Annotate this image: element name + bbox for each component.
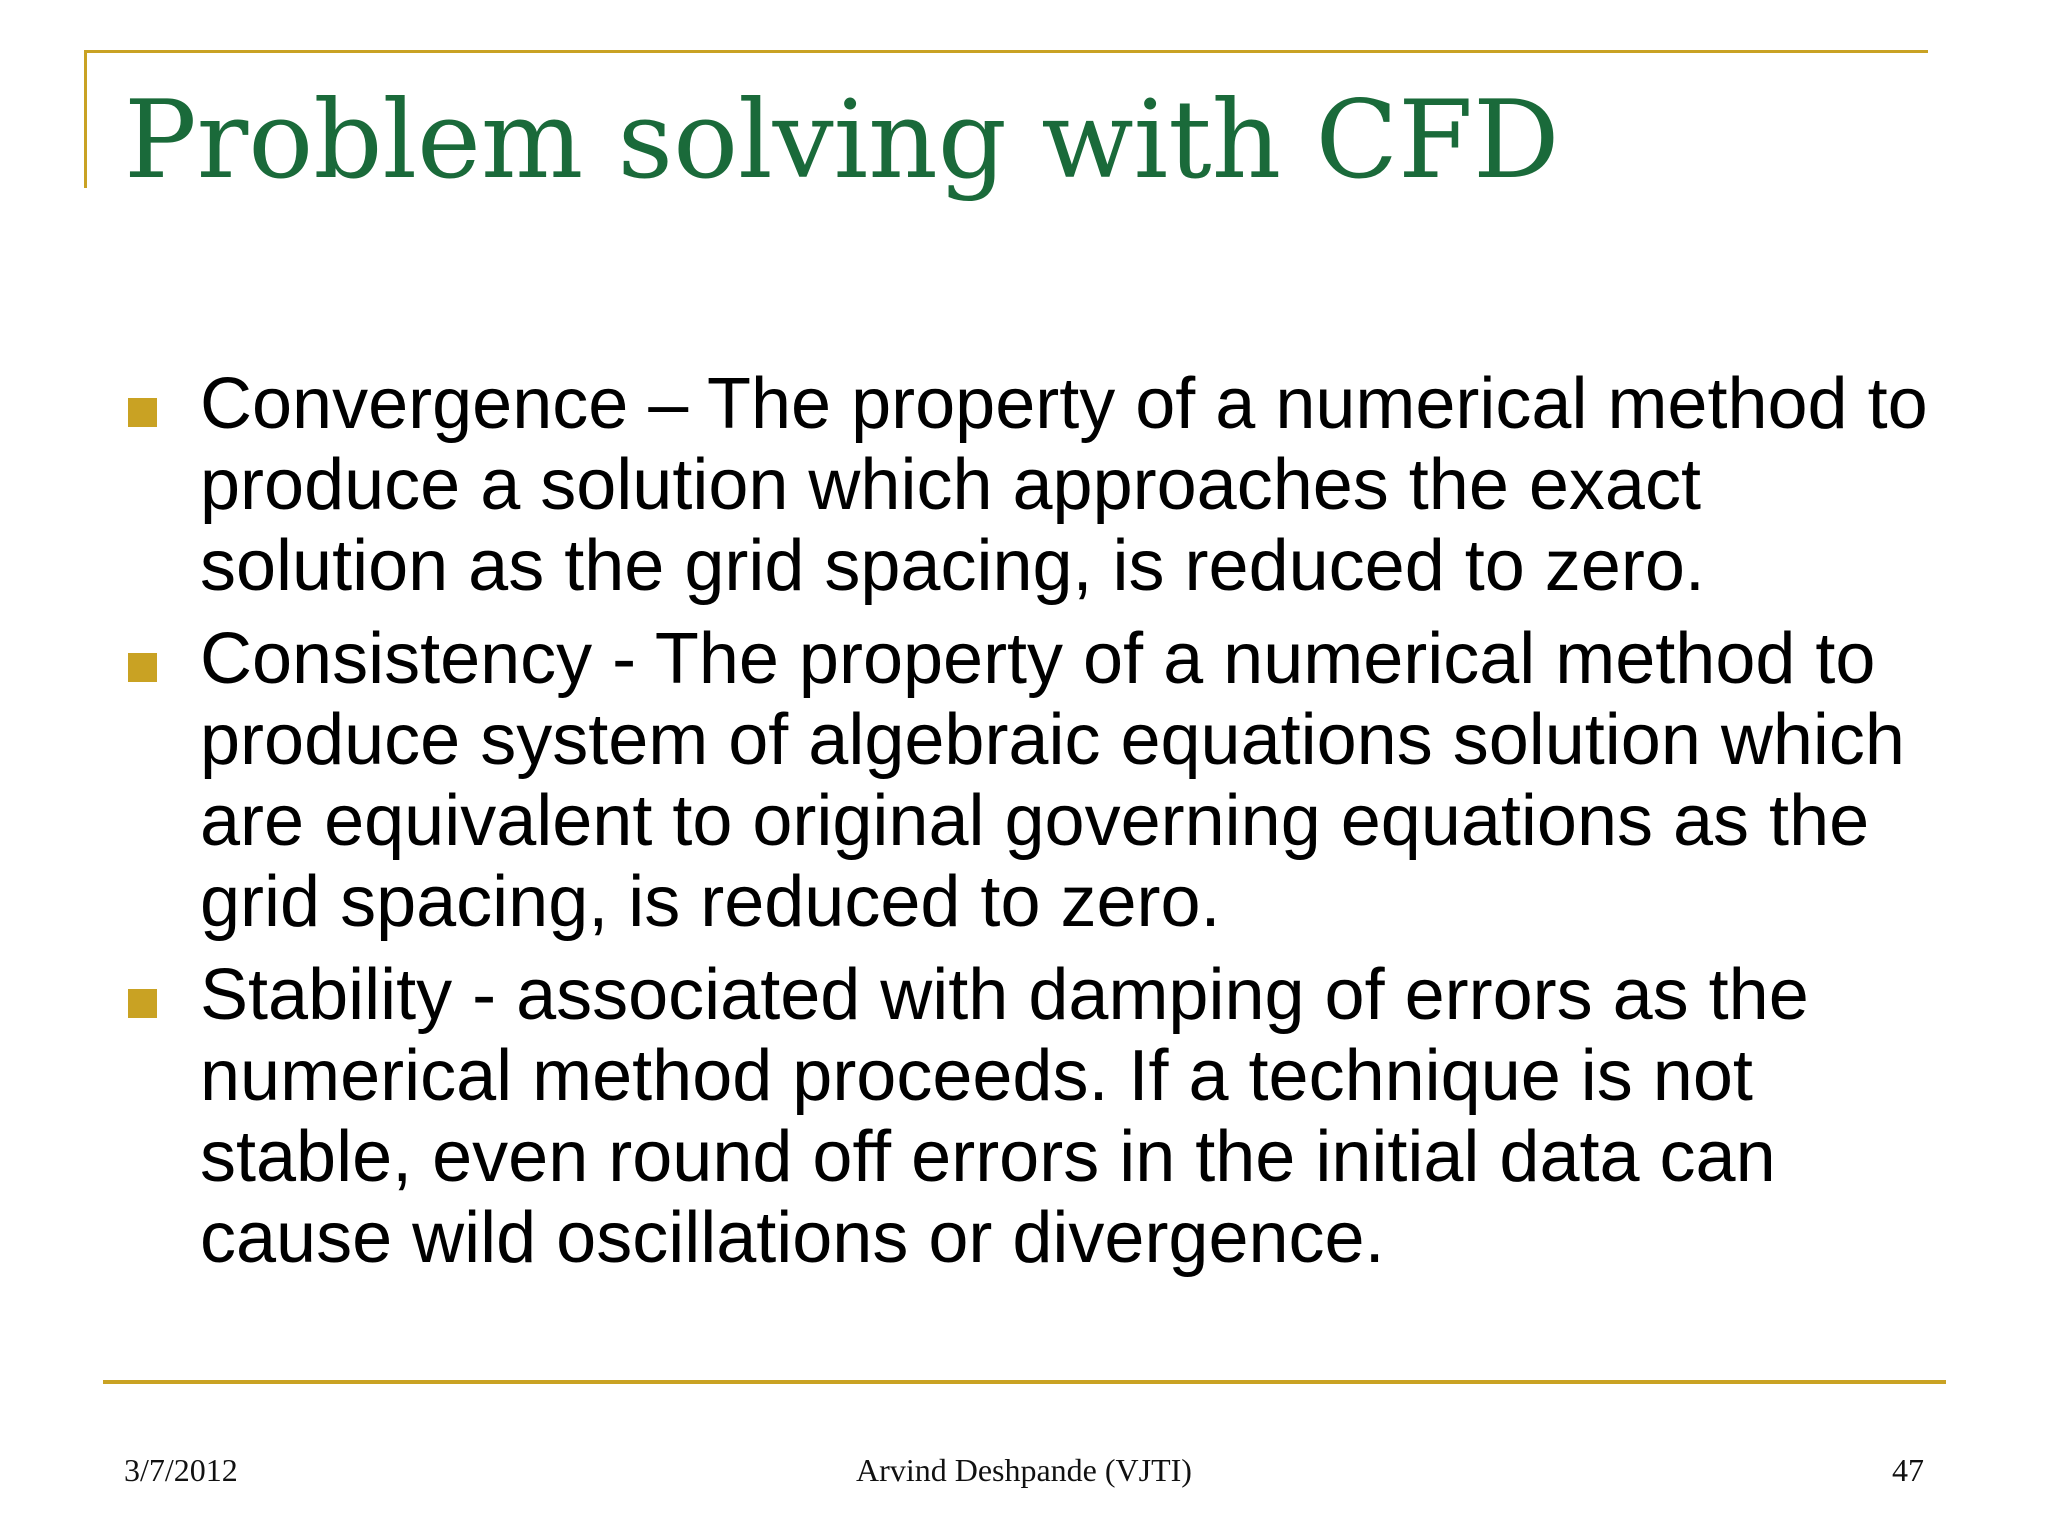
bullet-item-convergence <box>200 364 1940 607</box>
footer-date: 3/7/2012 <box>124 1452 238 1488</box>
bullet-text: Stability - associated with damping of errors as the numerical method proceeds. If a technique is not stable, even round off errors in the initial data can cause wild oscillations or divergence. <box>200 955 1809 1278</box>
slide-title: Problem solving with CFD <box>124 78 1560 203</box>
title-frame-top-rule <box>84 50 1928 53</box>
bullet-item-stability <box>200 955 1940 1279</box>
bullet-text: Convergence – The property of a numerical method to produce a solution which approaches the exact solution as the grid spacing, is reduced to zero. <box>200 364 1928 606</box>
square-bullet-icon <box>128 398 157 427</box>
bullet-list <box>200 364 1940 1291</box>
footer-author: Arvind Deshpande (VJTI) <box>856 1452 1192 1488</box>
square-bullet-icon <box>128 653 157 682</box>
title-frame-left-rule <box>84 50 87 188</box>
square-bullet-icon <box>128 989 157 1018</box>
footer-rule <box>103 1380 1946 1384</box>
bullet-text: Consistency - The property of a numerical method to produce system of algebraic equations solution which are equivalent to original governing equations as the grid spacing, is reduced to zero. <box>200 619 1905 942</box>
footer-page-number: 47 <box>1892 1452 1924 1488</box>
bullet-item-consistency <box>200 619 1940 943</box>
